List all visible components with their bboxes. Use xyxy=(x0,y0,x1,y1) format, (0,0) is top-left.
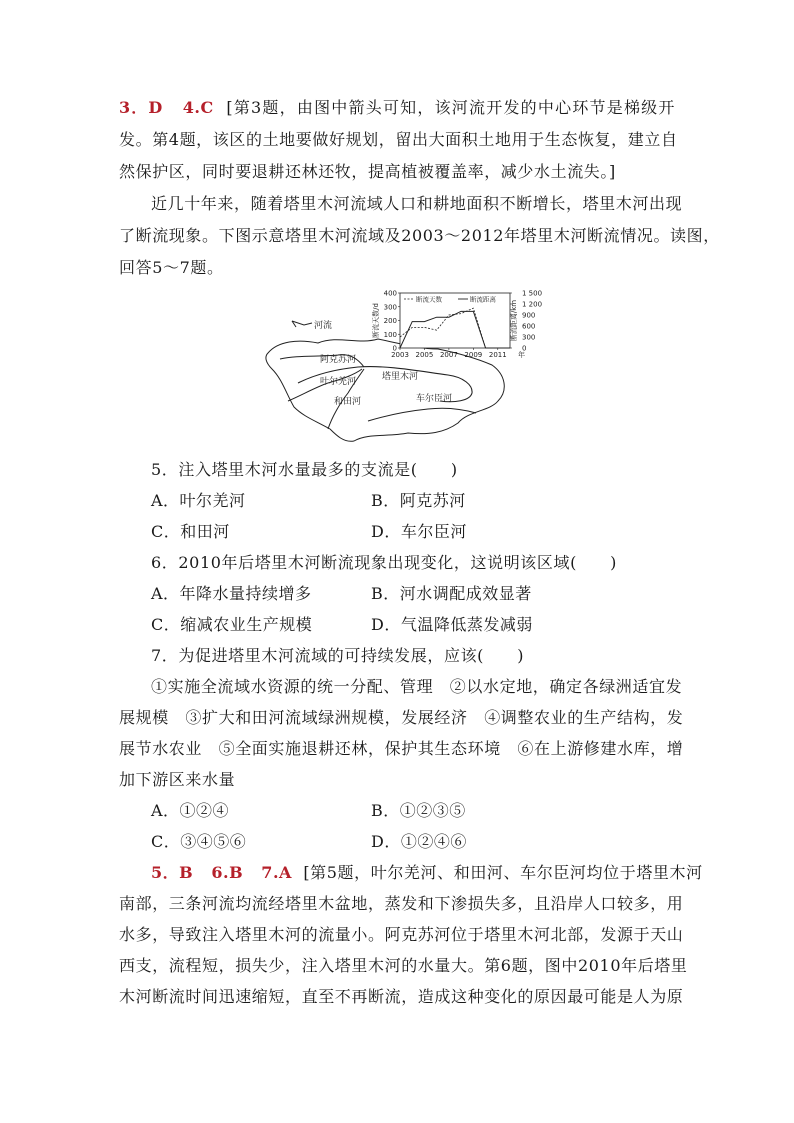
q7-stem: 7．为促进塔里木河流域的可持续发展，应该( ) xyxy=(151,646,525,665)
left-axis-title: 断流天数/d xyxy=(372,303,380,338)
legend-distance-label: 断流距离 xyxy=(470,295,496,304)
q5-stem: 5．注入塔里木河水量最多的支流是( ) xyxy=(151,460,458,479)
explanation-text: [第3题，由图中箭头可知，该河流开发的中心环节是梯级开 xyxy=(226,98,675,117)
q7-option-d[interactable]: D．①②④⑥ xyxy=(371,832,467,851)
legend-river-label: 河流 xyxy=(314,321,333,331)
left-tick-label: 400 xyxy=(383,289,397,298)
q7-statement-line: 展规模 ③扩大和田河流域绿洲规模，发展经济 ④调整农业的生产结构，发 xyxy=(119,708,684,727)
tarim-figure xyxy=(258,283,548,448)
explanation-line: 南部，三条河流均流经塔里木盆地，蒸发和下渗损失多，且沿岸人口较多，用 xyxy=(119,894,684,913)
q7-statement-line: 展节水农业 ⑤全面实施退耕还林，保护其生态环境 ⑥在上游修建水库，增 xyxy=(119,739,684,758)
q6-option-b[interactable]: B．河水调配成效显著 xyxy=(371,584,532,603)
q7-statement-line: 加下游区来水量 xyxy=(119,770,236,789)
answer-keys-5-7: 5．B 6.B 7.A xyxy=(151,863,292,882)
explanation-line: 西支，流程短，损失少，注入塔里木河的水量大。第6题，图中2010年后塔里 xyxy=(119,956,688,975)
left-tick-label: 0 xyxy=(392,344,397,353)
x-tick-label: 2003 xyxy=(391,351,409,359)
q7-option-a[interactable]: A．①②④ xyxy=(151,801,230,820)
right-axis-title: 断流距离/km xyxy=(510,299,518,342)
yeerqiang-label: 叶尔羌河 xyxy=(320,377,357,387)
q5-option-a[interactable]: A．叶尔羌河 xyxy=(151,491,246,510)
legend-days-label: 断流天数 xyxy=(416,295,442,304)
legend-river-icon xyxy=(292,321,312,327)
cheerchen-river-line xyxy=(368,408,476,421)
q5-option-d[interactable]: D．车尔臣河 xyxy=(371,522,467,541)
left-tick-label: 200 xyxy=(383,317,397,325)
q6-stem: 6．2010年后塔里木河断流现象出现变化，这说明该区域( ) xyxy=(151,553,617,572)
q6-option-d[interactable]: D．气温降低蒸发减弱 xyxy=(371,615,533,634)
x-tick-label: 2011 xyxy=(488,351,507,359)
q7-option-b[interactable]: B．①②③⑤ xyxy=(371,801,466,820)
answer-keys-3-4: 3．D 4.C xyxy=(119,98,214,117)
right-tick-label: 1 200 xyxy=(522,300,543,309)
explanation-line: 水多，导致注入塔里木河的流量小。阿克苏河位于塔里木河北部，发源于天山 xyxy=(119,925,684,944)
q6-option-c[interactable]: C．缩减农业生产规模 xyxy=(151,615,313,634)
q7-statement-line: ①实施全流域水资源的统一分配、管理 ②以水定地，确定各绿洲适宜发 xyxy=(151,677,683,696)
explanation-text: [第5题，叶尔羌河、和田河、车尔臣河均位于塔里木河 xyxy=(303,863,703,882)
right-tick-label: 1 500 xyxy=(522,289,543,298)
cheerchen-label: 车尔臣河 xyxy=(416,394,453,404)
answer-line-5-7 xyxy=(151,863,703,883)
explanation-line: 然保护区，同时要退耕还林还牧，提高植被覆盖率，减少水土流失。] xyxy=(119,162,616,181)
answer-line-3-4 xyxy=(119,98,675,118)
x-unit-label: 年 xyxy=(518,351,525,359)
intro-line: 近几十年来，随着塔里木河流域人口和耕地面积不断增长，塔里木河出现 xyxy=(151,194,683,213)
explanation-line: 木河断流时间迅速缩短，直至不再断流，造成这种变化的原因最可能是人为原 xyxy=(119,987,684,1006)
intro-line: 回答5～7题。 xyxy=(119,258,224,277)
x-tick-label: 2007 xyxy=(439,351,458,359)
hetian-label: 和田河 xyxy=(334,397,362,407)
x-tick-label: 2005 xyxy=(415,351,434,359)
q5-option-c[interactable]: C．和田河 xyxy=(151,522,230,541)
right-tick-label: 300 xyxy=(522,333,536,342)
right-tick-label: 0 xyxy=(522,344,527,353)
right-tick-label: 600 xyxy=(522,322,536,331)
akesu-label: 阿克苏河 xyxy=(320,355,357,365)
q7-option-c[interactable]: C．③④⑤⑥ xyxy=(151,832,247,851)
intro-line: 了断流现象。下图示意塔里木河流域及2003～2012年塔里木河断流情况。读图， xyxy=(119,226,720,245)
q6-option-a[interactable]: A．年降水量持续增多 xyxy=(151,584,312,603)
left-tick-label: 300 xyxy=(383,303,397,312)
x-tick-label: 2009 xyxy=(464,351,483,359)
inset-chart xyxy=(371,290,542,360)
tarim-label: 塔里木河 xyxy=(382,372,419,382)
right-tick-label: 900 xyxy=(522,311,536,320)
left-tick-label: 100 xyxy=(383,330,397,339)
explanation-line: 发。第4题，该区的土地要做好规划，留出大面积土地用于生态恢复，建立自 xyxy=(119,130,678,149)
q5-option-b[interactable]: B．阿克苏河 xyxy=(371,491,466,510)
